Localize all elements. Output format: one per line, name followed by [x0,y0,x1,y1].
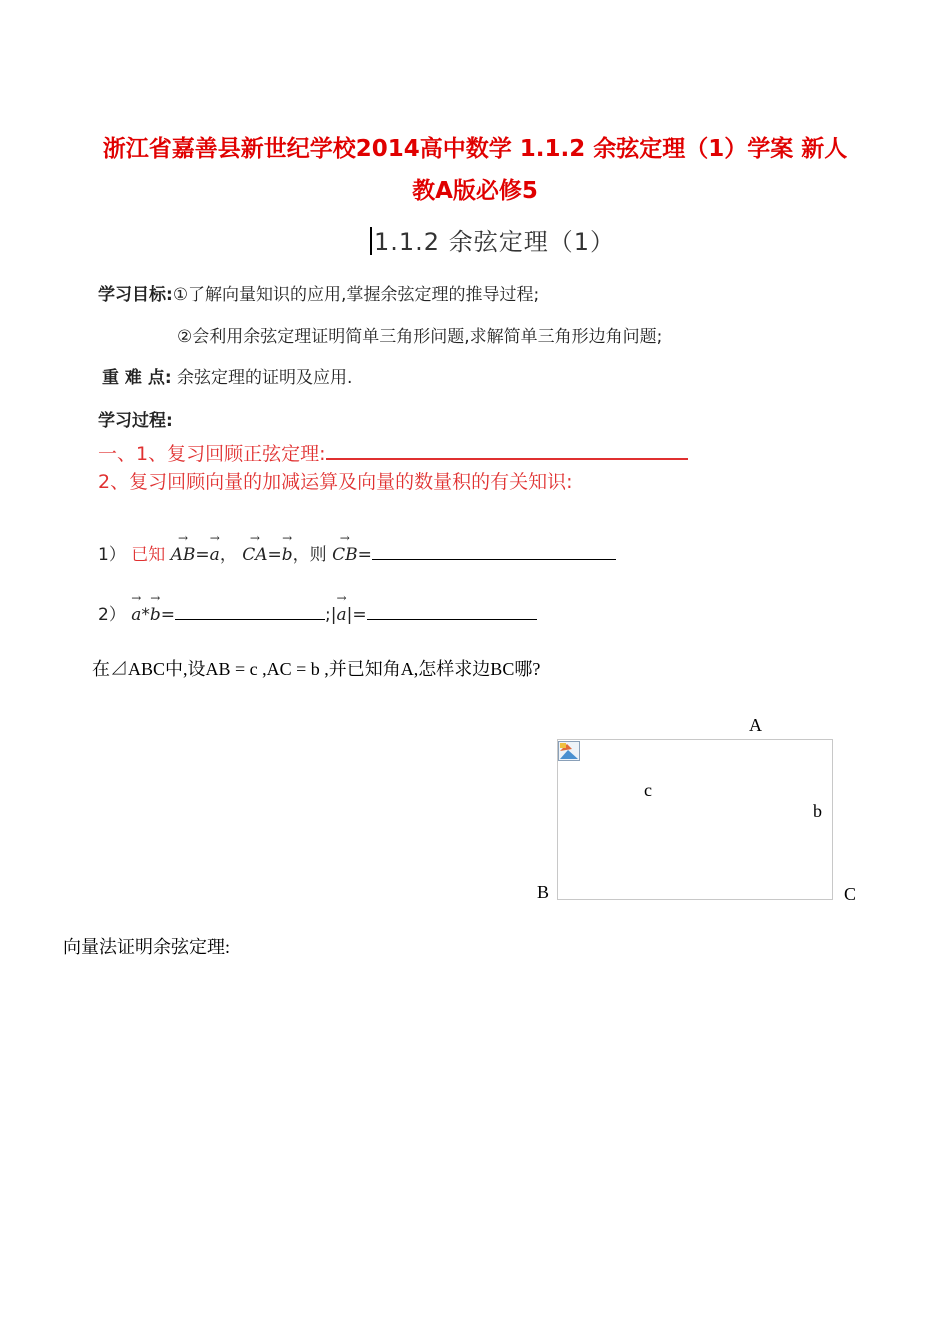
side-b-label: b [813,801,822,821]
broken-image-icon [558,741,580,761]
q1-number: 1） [98,545,126,565]
dot-product-blank[interactable] [175,605,325,620]
document-title [40,128,910,212]
question-1-row: 1） 已知 → AB=→ a， → CA=→ b，则 → CB= [98,540,616,565]
side-c-label: c [644,780,652,800]
q2-number: 2） [98,605,126,625]
sine-rule-blank[interactable] [326,444,688,460]
cb-blank[interactable] [372,545,616,560]
q2-vector-b: → b [150,605,161,625]
vector-ab: → AB [171,545,196,565]
vertex-c-label: C [844,884,857,904]
process-label: 学习过程: [98,411,173,431]
key-points-label: 重 难 点: [102,368,172,388]
vertex-a-label: A [749,715,762,735]
q2-vector-a-abs: → a [336,605,346,625]
review-2-text: 2、复习回顾向量的加减运算及向量的数量积的有关知识: [98,471,573,493]
vector-a: → a [210,545,220,565]
q1-then: ，则 [292,545,327,565]
review-1-row [98,439,688,466]
objective-row-2 [177,322,662,347]
review-1-text: 一、1、复习回顾正弦定理: [98,443,326,465]
vector-ca: → CA [242,545,267,565]
vector-b: → b [282,545,293,565]
title-line-1: 浙江省嘉善县新世纪学校2014高中数学 1.1.2 余弦定理（1）学案 新人 [102,136,848,162]
key-points-text: 余弦定理的证明及应用. [177,368,353,388]
objective-2: ②会利用余弦定理证明简单三角形问题,求解简单三角形边角问题; [177,327,663,347]
key-points-row [102,363,352,388]
q2-vector-a: → a [131,605,141,625]
review-2-row [98,467,573,494]
vector-cb: → CB [332,545,358,565]
question-text: 在⊿ABC中,设AB = c ,AC = b ,并已知角A,怎样求边BC哪? [92,659,541,679]
magnitude-blank[interactable] [367,605,537,620]
lesson-subtitle-text: 1.1.2 余弦定理（1） [374,228,615,256]
process-row [98,406,173,431]
cursor-bar [370,227,372,255]
question-2-row: 2） → a*→ b= ;|→ a|= [98,600,537,625]
title-line-2: 教A版必修5 [412,178,538,204]
q1-known: 已知 [131,545,166,565]
triangle-figure-frame [557,739,833,900]
vertex-b-label: B [537,882,550,902]
objective-row-1 [98,280,539,305]
objective-1: ①了解向量知识的应用,掌握余弦定理的推导过程; [172,285,540,305]
proof-label: 向量法证明余弦定理: [63,937,231,957]
lesson-subtitle [370,222,615,257]
objectives-label: 学习目标: [98,285,173,305]
